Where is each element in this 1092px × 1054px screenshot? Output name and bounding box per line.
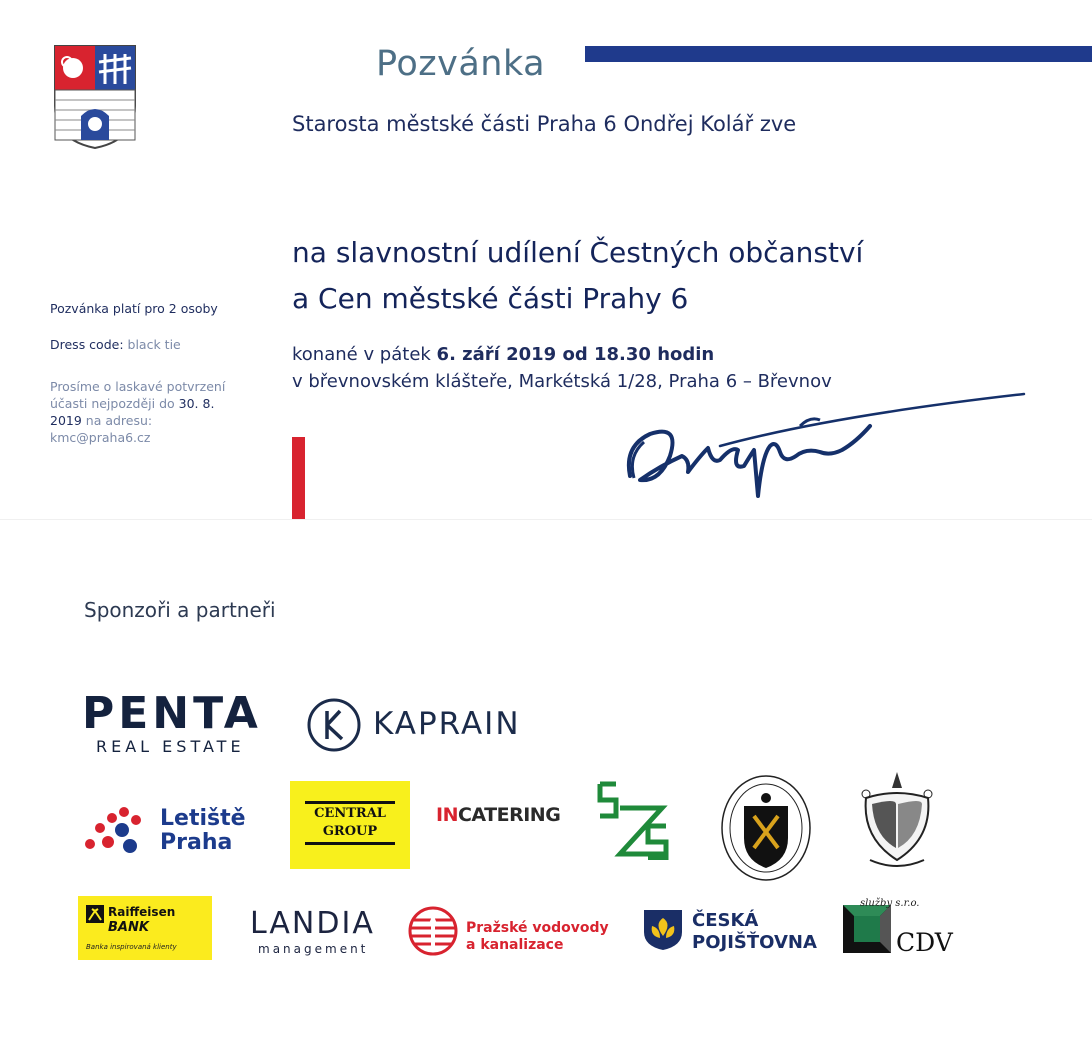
praha6-coat-of-arms-icon — [53, 44, 137, 150]
host-line: Starosta městské části Praha 6 Ondřej Kolář zve — [292, 112, 797, 136]
event-date: konané v pátek 6. září 2019 od 18.30 hodin — [292, 344, 715, 365]
event-line-1: na slavnostní udílení Čestných občanství — [292, 236, 864, 269]
note-persons: Pozvánka platí pro 2 osoby — [50, 301, 218, 316]
penta-logo-sub: REAL ESTATE — [96, 737, 245, 756]
cdv-logo-text: CDV — [896, 928, 953, 957]
sponsors-heading: Sponzoři a partneři — [84, 598, 276, 622]
note-dress-code: Dress code: black tie — [50, 337, 181, 352]
incatering-logo: INCATERING — [436, 804, 561, 826]
landia-logo-main: LANDIA — [250, 906, 375, 941]
red-accent-bar — [292, 437, 305, 519]
pvk-logo-line1: Pražské vodovody — [466, 920, 609, 936]
event-venue: v břevnovském klášteře, Markétská 1/28, Praha 6 – Břevnov — [292, 371, 832, 392]
penta-logo-main: PENTA — [82, 688, 262, 739]
top-accent-rule — [585, 46, 1092, 62]
raiffeisen-slogan: Banka inspirovaná klienty — [86, 943, 177, 951]
ceska-pojistovna-line2: POJIŠŤOVNA — [692, 932, 817, 953]
raiffeisen-name: Raiffeisen — [108, 905, 176, 919]
invitation-title: Pozvánka — [376, 44, 546, 84]
szs-logo-icon — [596, 780, 672, 860]
cdv-logo-sub: služby s.r.o. — [860, 898, 920, 909]
note-rsvp: Prosíme o laskavé potvrzení účasti nejpozději do 30. 8. 2019 na adresu: kmc@praha6.cz — [50, 379, 226, 445]
mayor-signature-icon — [620, 386, 1030, 512]
kaprain-k-icon — [306, 697, 362, 753]
ceska-pojistovna-line1: ČESKÁ — [692, 910, 759, 931]
rsvp-email: kmc@praha6.cz — [50, 430, 151, 445]
letiste-logo-line2: Praha — [160, 830, 233, 855]
raiffeisen-bank-word: BANK — [108, 920, 149, 935]
ceska-pojistovna-linden-icon — [642, 908, 684, 952]
cdv-cube-icon — [842, 904, 892, 954]
event-line-2: a Cen městské části Prahy 6 — [292, 282, 689, 315]
kaprain-logo-text: KAPRAIN — [373, 706, 521, 742]
fold-line — [0, 519, 1092, 520]
landia-logo-sub: management — [258, 942, 369, 956]
pvk-logo-line2: a kanalizace — [466, 937, 564, 953]
letiste-dots-icon — [84, 806, 150, 854]
letiste-logo-line1: Letiště — [160, 806, 246, 831]
raiffeisen-gable-icon — [86, 905, 104, 923]
pvk-water-drop-icon — [408, 906, 458, 956]
central-group-line2: GROUP — [322, 824, 378, 839]
brewery-seal-icon — [718, 772, 814, 884]
central-group-line1: CENTRAL — [314, 806, 386, 821]
abbey-crest-icon — [856, 768, 938, 878]
